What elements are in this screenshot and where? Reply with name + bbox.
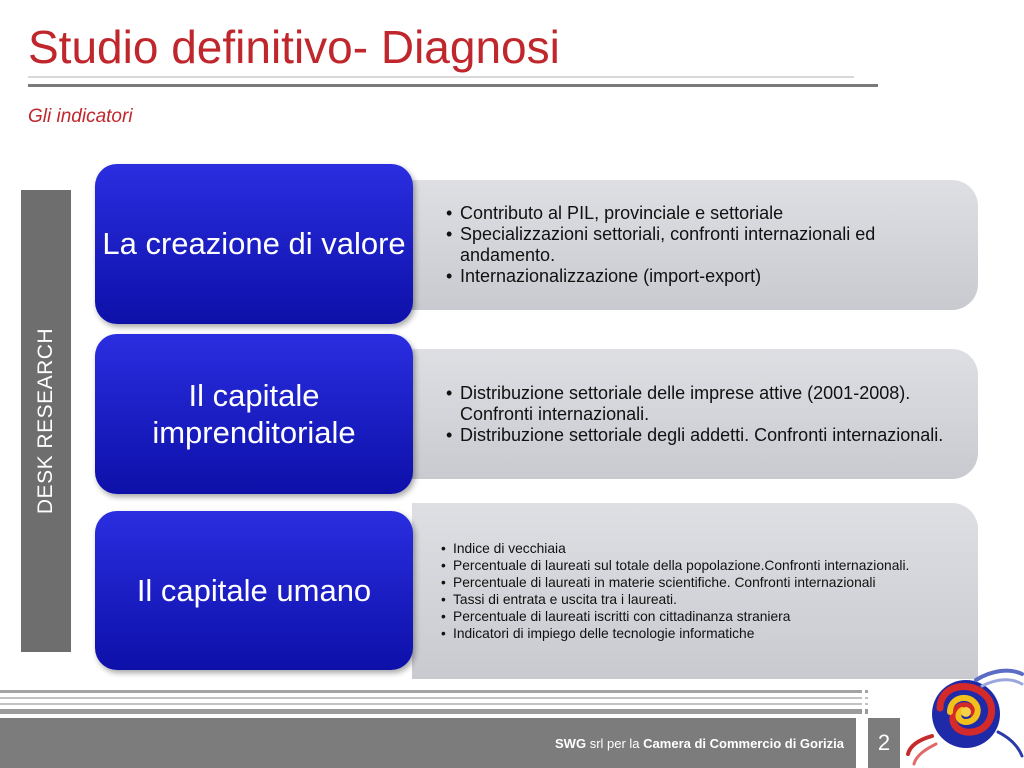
bullet-item: • Tassi di entrata e uscita tra i laureati. [453, 591, 954, 608]
bullet-item: • Contributo al PIL, provinciale e settoriale [460, 203, 954, 224]
bullet-item: • Indicatori di impiego delle tecnologie informatiche [453, 625, 954, 642]
slide-subtitle: Gli indicatori [28, 106, 133, 127]
footer-stripe [0, 690, 868, 693]
footer-stripe [0, 703, 868, 705]
footer-stripe [0, 709, 868, 714]
title-rule-dark [28, 84, 878, 87]
bullet-item: • Distribuzione settoriale delle imprese attive (2001-2008). Confronti internazionali. [460, 383, 954, 425]
bullet-item: • Percentuale di laureati in materie scientifiche. Confronti internazionali [453, 574, 954, 591]
section-1-details [412, 180, 978, 310]
section-3-title-box [95, 511, 413, 670]
desk-research-label [21, 190, 71, 652]
title-rule-light [28, 76, 854, 78]
bullet-item: • Internazionalizzazione (import-export) [460, 266, 954, 287]
footer-client: Camera di Commercio di Gorizia [643, 735, 844, 751]
section-2-title-box [95, 334, 413, 494]
section-2-title: Il capitale imprenditoriale [152, 377, 356, 450]
footer-separator [862, 690, 865, 768]
footer-bar [0, 718, 856, 768]
bullet-item: • Percentuale di laureati iscritti con cittadinanza straniera [453, 608, 954, 625]
desk-research-text: DESK RESEARCH [34, 327, 57, 515]
slide-title: Studio definitivo- Diagnosi [28, 21, 560, 73]
section-1-bullet-list [460, 203, 954, 287]
section-3-details [412, 503, 978, 679]
section-3-title: Il capitale umano [136, 572, 372, 608]
section-3-bullet-list [453, 540, 954, 642]
footer-middle: srl per la [586, 735, 644, 751]
bullet-item: • Distribuzione settoriale degli addetti. Confronti internazionali. [460, 425, 954, 446]
section-1-title: La creazione di valore [102, 226, 406, 262]
footer-org: SWG [555, 735, 587, 751]
section-2-details [412, 349, 978, 479]
section-1-title-box [95, 164, 413, 324]
page-number: 2 [868, 718, 900, 768]
bullet-item: • Specializzazioni settoriali, confronti internazionali ed andamento. [460, 224, 954, 266]
footer-stripe [0, 697, 868, 699]
section-2-bullet-list [460, 383, 954, 446]
bullet-item: • Percentuale di laureati sul totale della popolazione.Confronti internazionali. [453, 557, 954, 574]
swirl-logo-icon [906, 650, 1024, 768]
footer-credit [555, 736, 844, 751]
bullet-item: • Indice di vecchiaia [453, 540, 954, 557]
